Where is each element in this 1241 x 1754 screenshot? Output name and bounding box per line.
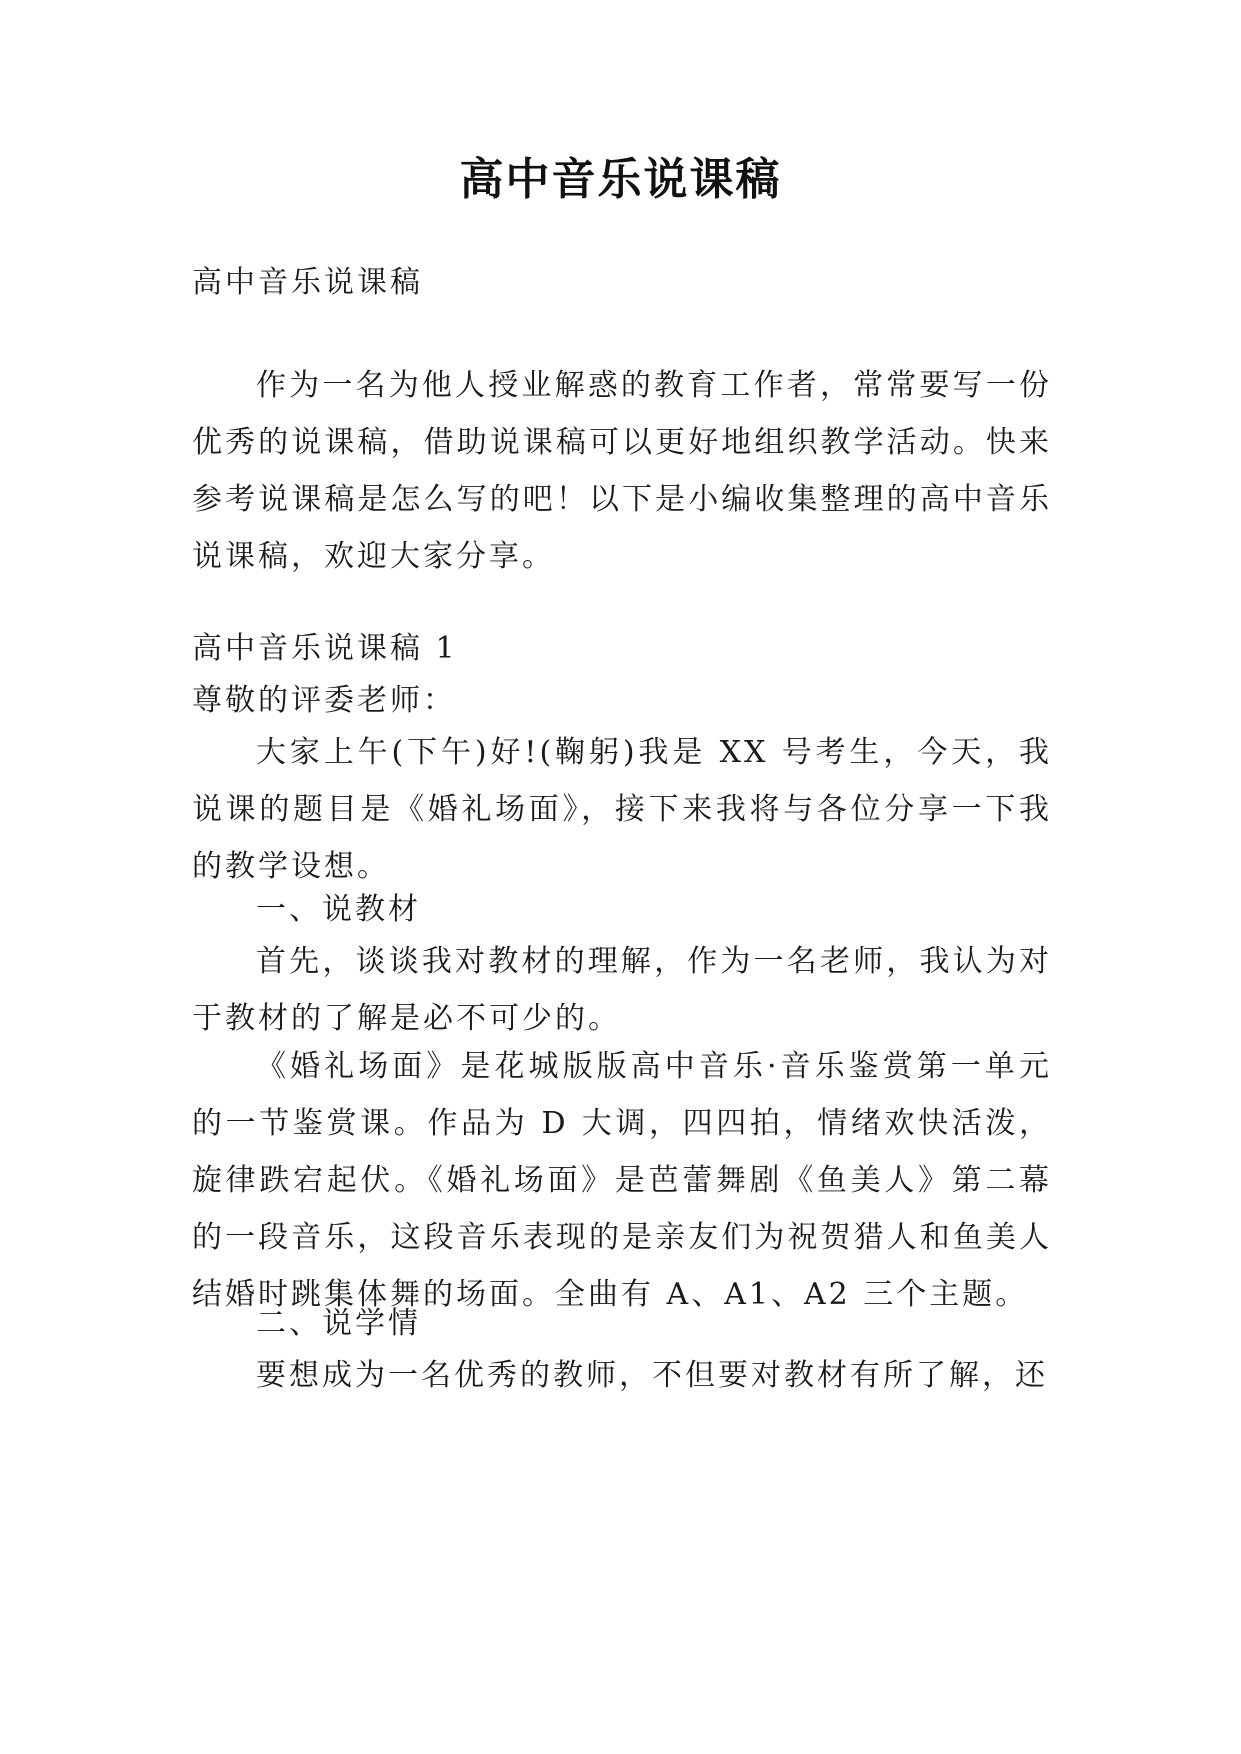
heading-teaching-material: 一、说教材 — [256, 892, 421, 927]
salutation: 尊敬的评委老师： — [192, 683, 456, 718]
paragraph-student-analysis: 要想成为一名优秀的教师，不但要对教材有所了解，还 — [256, 1358, 1048, 1393]
section-heading: 高中音乐说课稿 1 — [192, 631, 458, 666]
paragraph-work-introduction: 《婚礼场面》是花城版版高中音乐·音乐鉴赏第一单元的一节鉴赏课。作品为 D 大调，四四拍，情绪欢快活泼，旋律跌宕起伏。《婚礼场面》是芭蕾舞剧《鱼美人》第二幕的一段音乐，这段音乐表现的是亲友们为祝贺猎人和鱼美人结婚时跳集体舞的场面。全曲有 A、A1、A2 三个主题。 — [192, 1049, 1052, 1312]
document-subtitle: 高中音乐说课稿 — [192, 265, 423, 300]
greeting-paragraph: 大家上午(下午)好!(鞠躬)我是 XX 号考生，今天，我说课的题目是《婚礼场面》，接下来我将与各位分享一下我的教学设想。 — [192, 735, 1052, 884]
document-title: 高中音乐说课稿 — [459, 154, 782, 205]
paragraph-material-understanding: 首先，谈谈我对教材的理解，作为一名老师，我认为对于教材的了解是必不可少的。 — [192, 944, 1052, 1036]
heading-student-analysis: 二、说学情 — [256, 1306, 421, 1341]
intro-paragraph: 作为一名为他人授业解惑的教育工作者，常常要写一份优秀的说课稿，借助说课稿可以更好地组织教学活动。快来参考说课稿是怎么写的吧！以下是小编收集整理的高中音乐说课稿，欢迎大家分享。 — [192, 368, 1052, 574]
